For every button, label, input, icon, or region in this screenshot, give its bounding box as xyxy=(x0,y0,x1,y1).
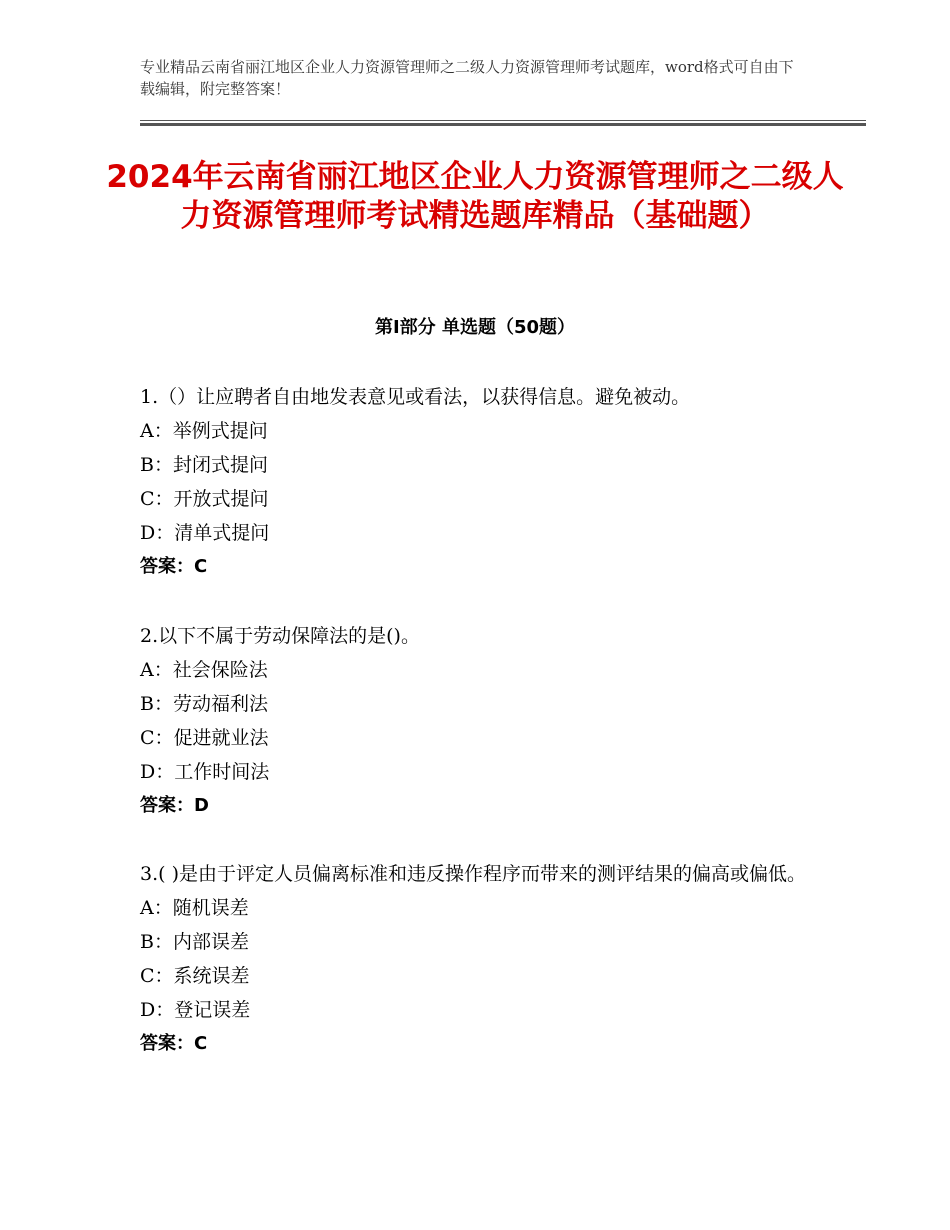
question-stem: 2.以下不属于劳动保障法的是()。 xyxy=(140,625,420,647)
option-d: D：清单式提问 xyxy=(140,522,270,544)
question-3 xyxy=(140,857,820,1061)
option-c: C：开放式提问 xyxy=(140,488,269,510)
option-a: A：社会保险法 xyxy=(140,659,268,681)
option-c: C：促进就业法 xyxy=(140,727,269,749)
option-b: B：劳动福利法 xyxy=(140,693,268,715)
option-d: D：登记误差 xyxy=(140,999,251,1021)
header-note: 专业精品云南省丽江地区企业人力资源管理师之二级人力资源管理师考试题库，word格式可自由下载编辑，附完整答案！ xyxy=(140,58,794,98)
question-stem: 1.（）让应聘者自由地发表意见或看法，以获得信息。避免被动。 xyxy=(140,386,691,408)
section-heading: 第Ⅰ部分 单选题（50题） xyxy=(374,317,575,338)
answer: 答案：C xyxy=(140,1033,208,1054)
header-rule-thick xyxy=(140,123,866,126)
document-title: 2024年云南省丽江地区企业人力资源管理师之二级人力资源管理师考试精选题库精品（基础题） xyxy=(106,159,844,234)
answer: 答案：C xyxy=(140,556,208,577)
option-d: D：工作时间法 xyxy=(140,761,270,783)
option-b: B：封闭式提问 xyxy=(140,454,268,476)
header-rule-thin xyxy=(140,120,866,121)
option-a: A：随机误差 xyxy=(140,897,249,919)
question-2 xyxy=(140,619,820,823)
question-stem: 3.( )是由于评定人员偏离标准和违反操作程序而带来的测评结果的偏高或偏低。 xyxy=(140,863,806,885)
answer: 答案：D xyxy=(140,795,209,816)
option-a: A：举例式提问 xyxy=(140,420,268,442)
option-c: C：系统误差 xyxy=(140,965,250,987)
option-b: B：内部误差 xyxy=(140,931,249,953)
question-1 xyxy=(140,380,820,584)
